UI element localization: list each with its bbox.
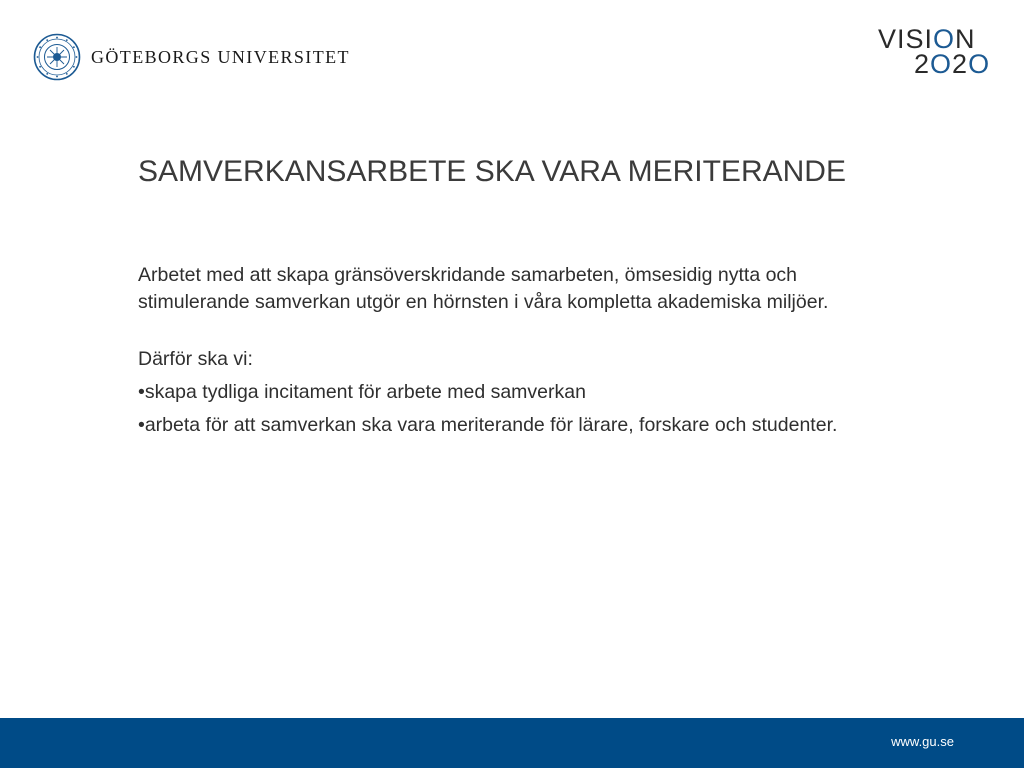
vision-2020-logo xyxy=(876,24,1006,80)
vision-blue-o: O xyxy=(933,24,956,54)
vision-text-pre: VISI xyxy=(878,24,934,54)
vision-logo-line2 xyxy=(914,51,990,78)
bullet-item: •skapa tydliga incitament för arbete med samverkan xyxy=(138,381,586,403)
year-digit-1: 2 xyxy=(914,49,931,79)
university-seal-icon xyxy=(33,33,81,81)
footer-url[interactable]: www.gu.se xyxy=(891,734,954,749)
vision-text-post: N xyxy=(955,24,976,54)
bullet-item: •arbeta för att samverkan ska vara meriterande för lärare, forskare och studenter. xyxy=(138,414,838,436)
slide-body xyxy=(138,262,898,445)
lead-text: Därför ska vi: xyxy=(138,348,253,370)
university-logo xyxy=(33,33,350,81)
slide-title: SAMVERKANSARBETE SKA VARA MERITERANDE xyxy=(138,155,846,188)
bullet-list xyxy=(138,379,898,439)
year-blue-o-1: O xyxy=(930,49,953,79)
year-digit-2: 2 xyxy=(952,49,969,79)
university-name: GÖTEBORGS UNIVERSITET xyxy=(91,46,350,67)
intro-paragraph: Arbetet med att skapa gränsöverskridande samarbeten, ömsesidig nytta och stimulerande samverkan utgör en hörnsten i våra kompletta akademiska miljöer. xyxy=(138,264,829,313)
year-blue-o-2: O xyxy=(968,49,991,79)
footer-bar xyxy=(0,718,1024,768)
